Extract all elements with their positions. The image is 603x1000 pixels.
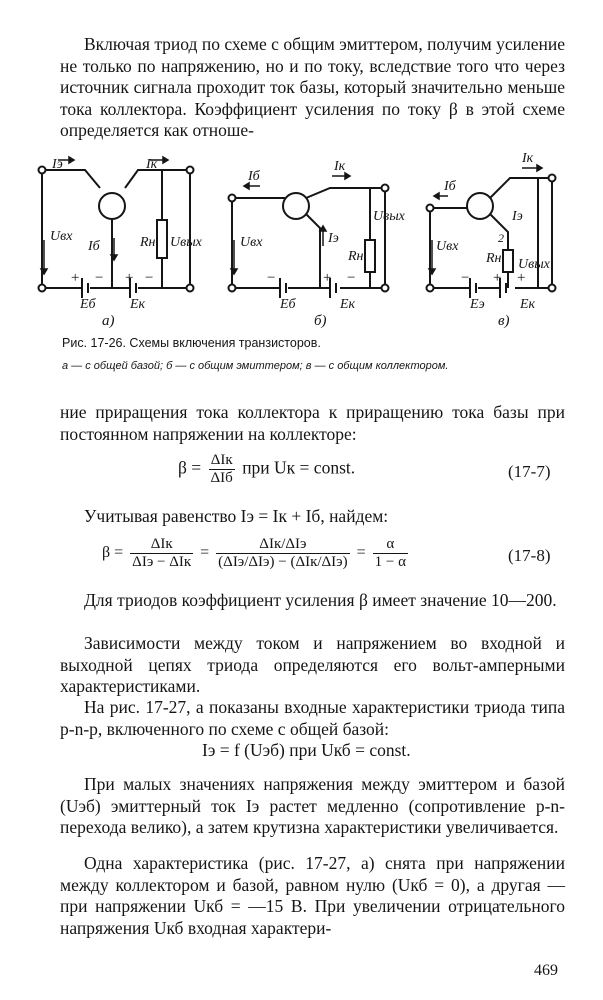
label-rn-c: Rн xyxy=(486,251,502,266)
equation-number-17-8: (17-8) xyxy=(508,546,551,565)
label-ik-b: Iк xyxy=(334,159,346,174)
label-uin-c: Uвх xyxy=(436,239,459,254)
label-ie-c: Iэ xyxy=(512,209,523,224)
label-ik-a: Iк xyxy=(146,157,158,172)
figure-subcaption: а — с общей базой; б — с общим эмиттером; в — с общим коллектором. xyxy=(62,360,449,372)
svg-text:−: − xyxy=(144,270,155,286)
label-rn-a: Rн xyxy=(140,235,156,250)
svg-text:+: + xyxy=(322,270,333,286)
formula-17-7: β = $\frac{\text{ΔIк}}{\text{ΔIб}}$ при Uк = const. xyxy=(178,452,356,486)
svg-text:+: + xyxy=(492,270,503,286)
label-two-c: 2 xyxy=(498,231,504,245)
page-number: 469 xyxy=(534,962,558,979)
svg-text:−: − xyxy=(94,270,105,286)
paragraph-1: Включая триод по схеме с общим эмиттером, получим усиление не только по напряжению, но и по току, вследствие того что через источник сигнала проходит ток базы, который значительно меньше тока коллектора. Коэффициент усиления по току β в этой схеме определяется как отноше- xyxy=(60,34,565,140)
label-uout-b: Uвых xyxy=(373,209,405,224)
label-rn-b: Rн xyxy=(348,249,364,264)
label-ek-a: Eк xyxy=(130,297,146,312)
label-ib-b: Iб xyxy=(248,169,260,184)
label-ib-c: Iб xyxy=(444,179,456,194)
paragraph-5: Зависимости между током и напряжением во входной и выходной цепях триода определяются его вольт-амперными характеристиками. xyxy=(60,633,565,696)
label-uout-a: Uвых xyxy=(170,235,202,250)
panel-label-b: б) xyxy=(314,313,327,329)
label-eb-a: Eб xyxy=(80,297,96,312)
svg-text:−: − xyxy=(346,270,357,286)
paragraph-7: При малых значениях напряжения между эмиттером и базой (Uэб) эмиттерный ток Iэ растет медленно (сопротивление p-n-перехода велико), а затем крутизна характеристики увеличивается. xyxy=(60,774,565,837)
paragraph-4: Для триодов коэффициент усиления β имеет значение 10—200. xyxy=(84,590,557,610)
panel-label-c: в) xyxy=(498,313,510,329)
paragraph-8: Одна характеристика (рис. 17-27, а) снята при напряжении между коллектором и базой, равном нулю (Uкб = 0), а другая — при напряжении Uкб = —15 В. При увеличении отрицательного напряжения Uкб входная характери- xyxy=(60,853,565,938)
label-ee-c: Eэ xyxy=(470,297,485,312)
label-eb-b: Eб xyxy=(280,297,296,312)
svg-text:−: − xyxy=(266,270,277,286)
label-uin-b: Uвх xyxy=(240,235,263,250)
label-uout-c: Uвых xyxy=(518,257,550,272)
panel-label-a: а) xyxy=(102,313,115,329)
svg-text:+: + xyxy=(516,270,527,286)
label-ek-b: Eк xyxy=(340,297,356,312)
paragraph-2: ние приращения тока коллектора к приращению тока базы при постоянном напряжении на коллекторе: xyxy=(60,402,565,444)
label-ib-a: Iб xyxy=(88,239,100,254)
equation-number-17-7: (17-7) xyxy=(508,462,551,481)
label-ek-c: Eк xyxy=(520,297,536,312)
label-uin-a: Uвх xyxy=(50,229,73,244)
svg-text:+: + xyxy=(124,270,135,286)
formula-17-8: β = $\frac{\text{ΔIк}}{\text{ΔIэ − ΔIк}}$ = $\frac{\text{ΔIк/ΔIэ}}{\text{(ΔIэ/ΔIэ) − (ΔIк/ΔIэ)}}$ = $\frac{\alpha}{1 - \alpha}$ xyxy=(102,536,406,570)
formula-input-characteristic: Iэ = f (Uэб) при Uкб = const. xyxy=(202,740,411,760)
paragraph-3: Учитывая равенство Iэ = Iк + Iб, найдем: xyxy=(84,506,389,526)
svg-text:+: + xyxy=(70,270,81,286)
figure-caption: Рис. 17-26. Схемы включения транзисторов. xyxy=(62,336,321,350)
paragraph-6: На рис. 17-27, а показаны входные характеристики триода типа p-n-p, включенного по схеме с общей базой: xyxy=(60,697,565,739)
label-ie-b: Iэ xyxy=(328,231,339,246)
figure-transistor-circuits xyxy=(30,150,575,335)
label-ik-c: Iк xyxy=(522,151,534,166)
label-ie-a: Iэ xyxy=(52,157,63,172)
svg-text:−: − xyxy=(460,270,471,286)
